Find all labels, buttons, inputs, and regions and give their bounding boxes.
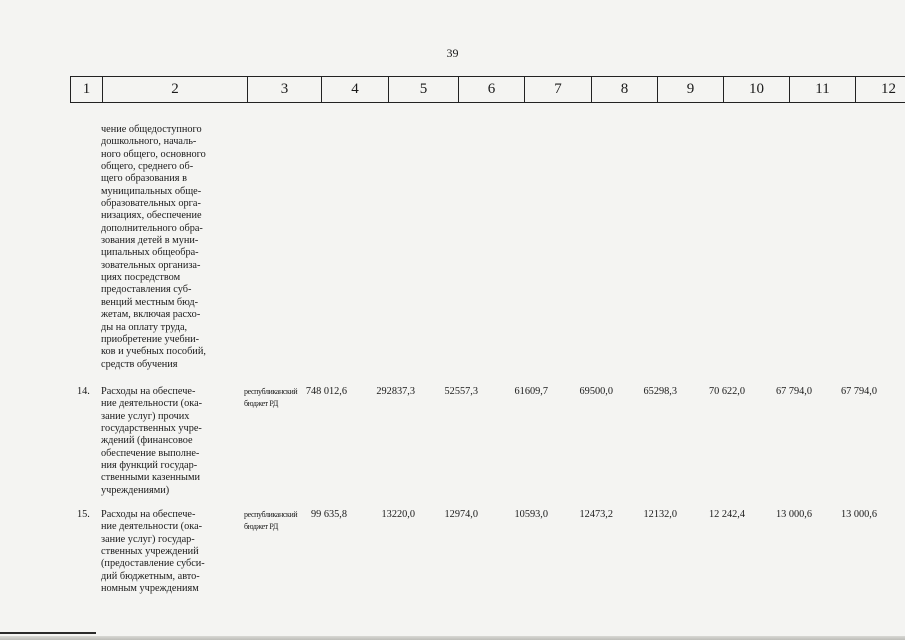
value-year: 69500,0 [579, 386, 613, 397]
text-line: дополнительного обра- [101, 222, 203, 234]
text-line: образовательных орга- [101, 198, 201, 210]
text-line: дошкольного, началь- [101, 136, 197, 148]
text-line: дий бюджетным, авто- [101, 570, 200, 582]
value-year: 12473,2 [579, 509, 613, 520]
text-line: циях посредством [101, 272, 181, 284]
text-line: низациях, обеспечение [101, 210, 202, 222]
value-total: 99 635,8 [310, 509, 347, 520]
text-line: обеспечение выполне- [101, 447, 200, 459]
text-line: республиканский [244, 387, 298, 396]
text-line: бюджет РД [244, 522, 278, 532]
scan-artifact-line [0, 632, 96, 634]
column-header: 9 [658, 77, 724, 103]
value-year: 10593,0 [514, 509, 548, 520]
text-line: общего, среднего об- [101, 161, 194, 173]
text-line: венций местным бюд- [101, 296, 198, 308]
column-header: 1 [71, 77, 103, 103]
column-header: 2 [103, 77, 248, 103]
text-line: ного общего, основного [101, 148, 206, 160]
value-year: 67 794,0 [775, 386, 812, 397]
column-header: 8 [592, 77, 658, 103]
text-line: зования детей в муни- [101, 235, 199, 247]
value-year: 13 000,6 [840, 509, 877, 520]
text-line: ципальных общеобра- [101, 247, 199, 259]
text-line: зание услуг) государ- [101, 533, 195, 545]
text-line: ственными казенными [101, 472, 201, 484]
column-header: 10 [724, 77, 790, 103]
text-line: ждений (финансовое [101, 435, 193, 447]
text-line: ков и учебных пособий, [101, 346, 206, 358]
row-description [101, 509, 226, 595]
text-line: учреждениями) [101, 484, 170, 496]
text-line: приобретение учебни- [101, 333, 200, 345]
value-year: 12974,0 [444, 509, 478, 520]
text-line: республиканский [244, 510, 298, 519]
text-line: чение общедоступного [101, 124, 202, 135]
text-line: муниципальных обще- [101, 185, 202, 197]
column-header: 12 [856, 77, 905, 103]
text-line: ние деятельности (ока- [101, 521, 203, 533]
funding-source [244, 509, 298, 534]
value-year: 12132,0 [643, 509, 677, 520]
value-year: 70 622,0 [708, 386, 745, 397]
text-line: Расходы на обеспече- [101, 386, 196, 397]
text-line: номным учреждениям [101, 583, 199, 595]
text-line: ния функций государ- [101, 460, 198, 472]
text-line: зовательных организа- [101, 259, 201, 271]
column-header: 7 [525, 77, 592, 103]
continued-row-description [101, 124, 226, 371]
value-year: 292837,3 [376, 386, 415, 397]
value-year: 13 000,6 [775, 509, 812, 520]
value-year: 13220,0 [381, 509, 415, 520]
funding-source [244, 386, 298, 411]
value-year: 52557,3 [444, 386, 478, 397]
text-line: жетам, включая расхо- [101, 309, 201, 321]
text-line: щего образования в [101, 173, 187, 185]
column-header-table [70, 76, 905, 103]
value-year: 12 242,4 [708, 509, 745, 520]
text-line: Расходы на обеспече- [101, 509, 196, 520]
row-description [101, 386, 226, 497]
scan-bottom-edge [0, 636, 905, 640]
column-header: 5 [389, 77, 459, 103]
row-number: 15. [77, 509, 90, 520]
text-line: ние деятельности (ока- [101, 398, 203, 410]
column-header: 4 [322, 77, 389, 103]
column-header: 3 [248, 77, 322, 103]
text-line: предоставления суб- [101, 284, 192, 296]
column-header: 11 [790, 77, 856, 103]
value-total: 748 012,6 [305, 386, 347, 397]
value-year: 67 794,0 [840, 386, 877, 397]
column-header: 6 [459, 77, 525, 103]
page-number: 39 [446, 46, 459, 60]
text-line: государственных учре- [101, 423, 202, 435]
text-line: средств обучения [101, 358, 178, 370]
text-line: зание услуг) прочих [101, 410, 190, 422]
text-line: бюджет РД [244, 399, 278, 409]
row-number: 14. [77, 386, 90, 397]
text-line: (предоставление субси- [101, 558, 205, 570]
text-line: ственных учреждений [101, 546, 199, 558]
value-year: 65298,3 [643, 386, 677, 397]
text-line: ды на оплату труда, [101, 321, 188, 333]
value-year: 61609,7 [514, 386, 548, 397]
